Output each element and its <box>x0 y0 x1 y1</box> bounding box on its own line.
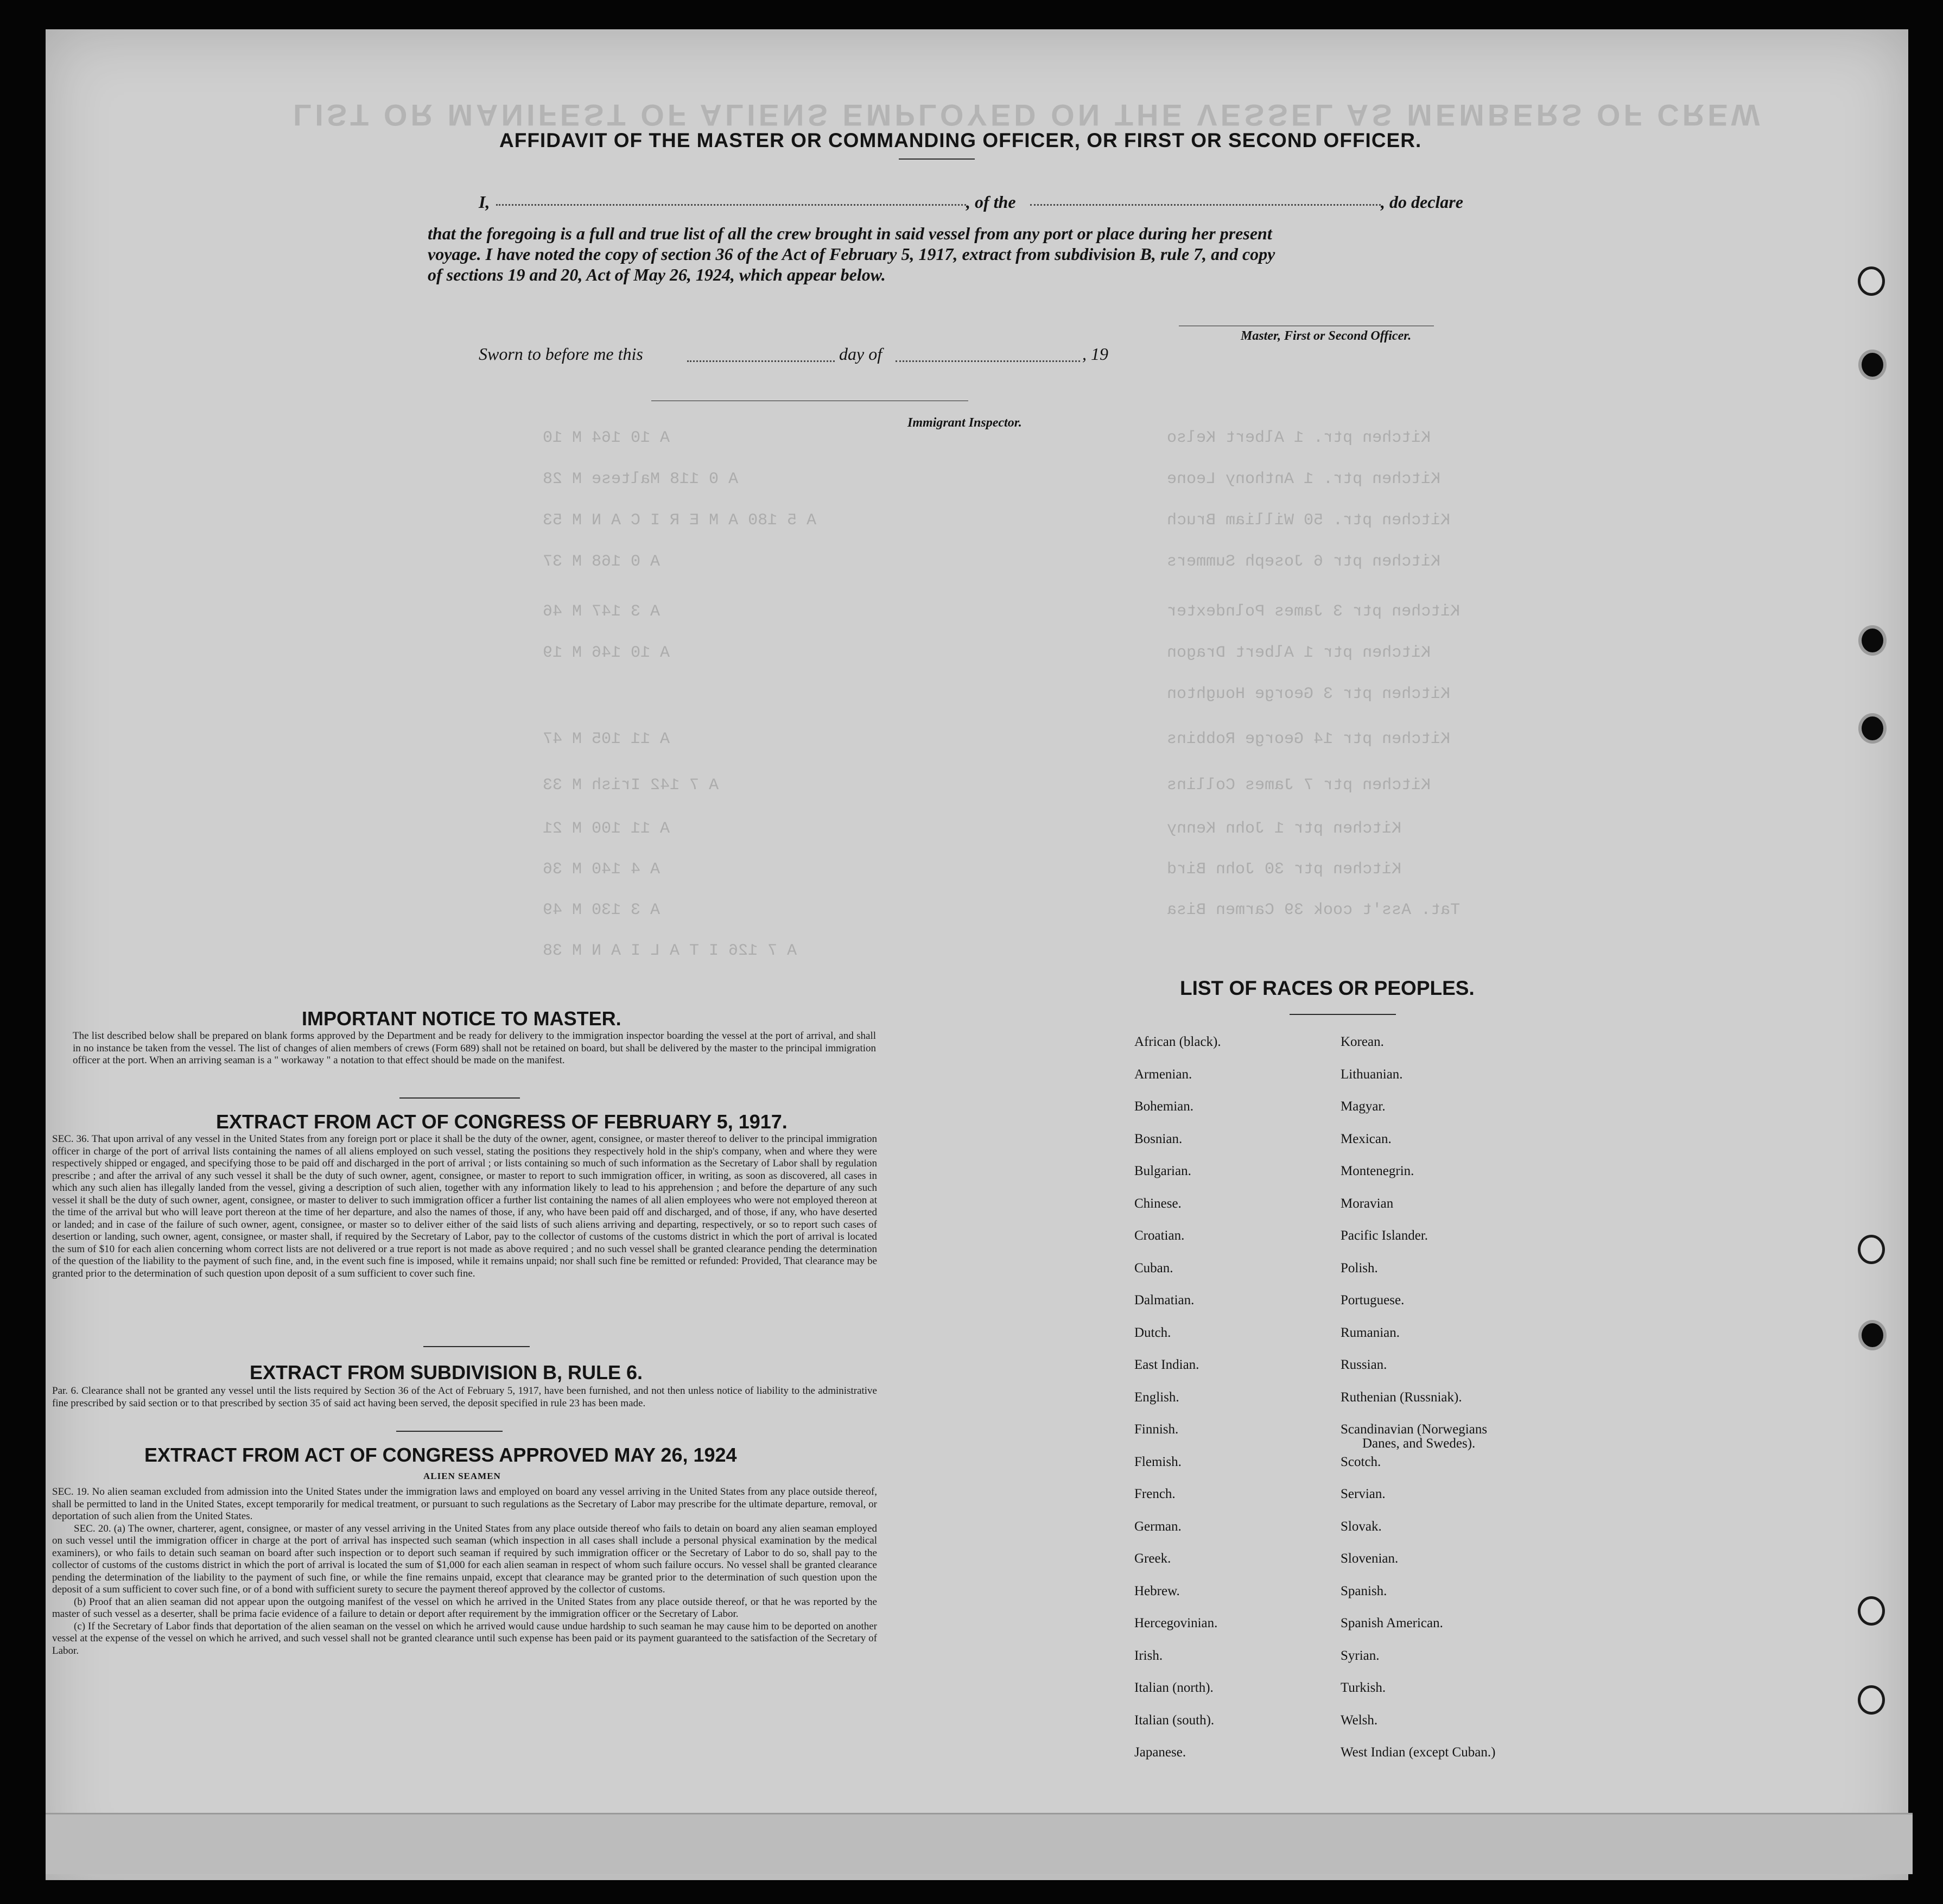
rule-6-body: Par. 6. Clearance shall not be granted any vessel until the lists required by Section 36 of the Act of February 5, 1917, have been furnished, and not then unless notice of liability to the administrative fine prescribed by said section or to that prescribed by section 35 of said act having been served, the deposit specified in rule 23 has been made. <box>52 1385 877 1409</box>
races-title-underline <box>1290 1014 1396 1015</box>
race-item: Mexican. <box>1341 1131 1392 1146</box>
affidavit-text-line: voyage. I have noted the copy of section 36 of the Act of February 5, 1917, extract from subdivision B, rule 7, and copy <box>428 244 1275 264</box>
race-item: Moravian <box>1341 1196 1394 1211</box>
alien-seamen-subtitle: ALIEN SEAMEN <box>423 1471 501 1481</box>
title-underline <box>899 158 975 160</box>
binder-hole <box>1862 1323 1883 1347</box>
notice-body: The list described below shall be prepared on blank forms approved by the Department and be ready for delivery to the immigration inspector boarding the vessel at the port of arrival, and shall in no instance be taken from the vessel. The list of changes of alien members of crews (Form 689) shall not be retained on board, but shall be delivered by the master to the principal immigration officer at the port. When an arriving seaman is a " workaway " a notation to that effect should be made on the manifest. <box>73 1030 876 1066</box>
binder-hole <box>1861 1237 1882 1261</box>
race-item: Dalmatian. <box>1134 1293 1195 1308</box>
binder-hole <box>1861 269 1882 293</box>
races-title: LIST OF RACES OR PEOPLES. <box>1180 977 1475 999</box>
race-item: Bosnian. <box>1134 1131 1183 1146</box>
affidavit-text-line: of sections 19 and 20, Act of May 26, 1924, which appear below. <box>428 265 886 284</box>
binder-hole <box>1862 716 1883 740</box>
race-item: West Indian (except Cuban.) <box>1341 1745 1496 1760</box>
race-item: Welsh. <box>1341 1712 1378 1728</box>
race-item: Scotch. <box>1341 1454 1381 1469</box>
race-item: Magyar. <box>1341 1099 1386 1114</box>
extract-1924-title: EXTRACT FROM ACT OF CONGRESS APPROVED MAY 26, 1924 <box>144 1444 737 1466</box>
race-item: Syrian. <box>1341 1648 1380 1663</box>
extract-1924-body <box>52 1486 877 1657</box>
vessel-name-field[interactable] <box>1030 204 1381 206</box>
notice-title: IMPORTANT NOTICE TO MASTER. <box>302 1007 621 1030</box>
bleed-through-heading: LIST OR MANIFEST OF ALIENS EMPLOYED ON THE VESSEL AS MEMBERS OF CREW <box>293 98 1763 132</box>
section-divider <box>423 1346 530 1347</box>
sworn-day-field[interactable] <box>687 360 835 362</box>
affidavit-declare-label: , do declare <box>1381 192 1463 212</box>
race-item: French. <box>1134 1487 1176 1501</box>
race-item: Dutch. <box>1134 1325 1171 1340</box>
race-item: Greek. <box>1134 1551 1171 1566</box>
race-item: German. <box>1134 1519 1182 1534</box>
race-item: English. <box>1134 1389 1179 1405</box>
race-item: Chinese. <box>1134 1196 1182 1211</box>
affidavit-text-line: that the foregoing is a full and true list of all the crew brought in said vessel from any port or place during her present <box>428 224 1272 243</box>
race-item: Armenian. <box>1134 1067 1192 1082</box>
race-item: Finnish. <box>1134 1422 1179 1437</box>
section-divider <box>396 1431 503 1432</box>
master-signature-label: Master, First or Second Officer. <box>1241 329 1412 343</box>
sec-20b-text: (b) Proof that an alien seaman did not appear upon the outgoing manifest of the vessel on which he arrived in the United States from any place outside thereof, or that he was reported by the master of such vessel as a deserter, shall be prima facie evidence of a failure to detain or deport after requirement by the immigration officer or the Secretary of Labor. <box>52 1596 877 1620</box>
race-item: Cuban. <box>1134 1260 1173 1275</box>
race-item: Lithuanian. <box>1341 1067 1403 1082</box>
affidavit-title: AFFIDAVIT OF THE MASTER OR COMMANDING OFFICER, OR FIRST OR SECOND OFFICER. <box>499 129 1422 151</box>
race-item: Polish. <box>1341 1260 1378 1275</box>
race-item: Rumanian. <box>1341 1325 1400 1340</box>
extract-1917-body: SEC. 36. That upon arrival of any vessel in the United States from any foreign port or place it shall be the duty of the owner, agent, consignee, or master thereof to deliver to the principal immigration officer in charge of the port of arrival lists containing the names of all aliens employed on such vessel, stating the positions they respectively hold in the ship's company, when and where they were respectively shipped or engaged, and specifying those to be paid off and discharged in the port of arrival ; or lists containing so much of such information as the Secretary of Labor shall by regulation prescribe ; and after the arrival of any such vessel it shall be the duty of such owner, agent, consignee, or master to report to such immigration officer, in writing, as soon as discovered, all cases in which any such alien has illegally landed from the vessel, giving a description of such alien, together with any information likely to lead to his apprehension ; and before the departure of any such vessel it shall be the duty of such owner, agent, consignee, or master to deliver to such immigration officer a further list containing the names of all alien employees who were not employed thereon at the time of the arrival but who will leave port thereon at the time of her departure, and also the names of those, if any, who have been paid off and discharged, and of those, if any, who have deserted or landed; and in case of the failure of such owner, agent, consignee, or master so to deliver either of the said lists of such aliens arriving and departing, respectively, or so to report such cases of desertion or landing, such owner, agent, consignee, or master shall, if required by the Secretary of Labor, pay to the collector of customs of the customs district in which the port of arrival is located the sum of $10 for each alien concerning whom correct lists are not delivered or a true report is not made as above required ; and no such vessel shall be granted clearance pending the determination of the question of the liability to the payment of such fine, and, in the event such fine is imposed, while it remains unpaid; nor shall such fine be remitted or refunded: Provided, That clearance may be granted prior to the determination of such question upon deposit of a sum sufficient to cover such fine. <box>52 1133 877 1279</box>
sec-19-text: SEC. 19. No alien seaman excluded from admission into the United States under the immigration laws and employed on board any vessel arriving in the United States from any place outside thereof, shall be permitted to land in the United States, except temporarily for medical treatment, or pursuant to such regulations as the Secretary of Labor may prescribe for the ultimate departure, removal, or deportation of such alien from the United States. <box>52 1486 877 1522</box>
binder-hole <box>1862 353 1883 377</box>
race-item: Irish. <box>1134 1648 1163 1663</box>
race-item: East Indian. <box>1134 1357 1199 1372</box>
race-item: Korean. <box>1341 1034 1384 1049</box>
race-item: Japanese. <box>1134 1745 1186 1760</box>
rule-6-title: EXTRACT FROM SUBDIVISION B, RULE 6. <box>250 1361 643 1383</box>
race-item: Flemish. <box>1134 1454 1182 1469</box>
sworn-month-field[interactable] <box>896 360 1080 362</box>
inspector-signature-label: Immigrant Inspector. <box>907 416 1022 430</box>
race-item: Scandinavian (Norwegians <box>1341 1422 1488 1437</box>
race-item: Croatian. <box>1134 1228 1185 1243</box>
sworn-label: Sworn to before me this <box>479 344 643 364</box>
sec-20c-text: (c) If the Secretary of Labor finds that deportation of the alien seaman on the vessel on which he arrived would cause undue hardship to such seaman he may cause him to be deported on another vessel at the expense of the vessel on which he arrived, and such vessel shall not be granted clearance until such expense has been paid or its payment guaranteed to the satisfaction of the Secretary of Labor. <box>52 1620 877 1657</box>
race-item: Slovenian. <box>1341 1551 1399 1566</box>
race-item: Danes, and Swedes). <box>1362 1436 1476 1451</box>
race-item: Russian. <box>1341 1357 1387 1372</box>
race-item: Bulgarian. <box>1134 1164 1191 1178</box>
race-item: African (black). <box>1134 1034 1221 1049</box>
race-item: Bohemian. <box>1134 1099 1194 1114</box>
day-of-label: day of <box>839 344 882 364</box>
race-item: Montenegrin. <box>1341 1164 1414 1178</box>
binder-hole <box>1861 1688 1882 1712</box>
binder-hole <box>1861 1599 1882 1623</box>
race-item: Portuguese. <box>1341 1293 1405 1308</box>
section-divider <box>399 1097 520 1099</box>
race-item: Ruthenian (Russniak). <box>1341 1389 1462 1405</box>
race-item: Hebrew. <box>1134 1583 1180 1598</box>
race-item: Pacific Islander. <box>1341 1228 1428 1243</box>
binder-hole <box>1862 629 1883 652</box>
race-item: Italian (north). <box>1134 1680 1214 1695</box>
race-item: Hercegovinian. <box>1134 1616 1218 1630</box>
extract-1917-title: EXTRACT FROM ACT OF CONGRESS OF FEBRUARY 5, 1917. <box>216 1110 788 1133</box>
declarant-name-field[interactable] <box>496 204 966 206</box>
race-item: Slovak. <box>1341 1519 1382 1534</box>
race-item: Italian (south). <box>1134 1712 1215 1728</box>
sheet-bottom-edge <box>46 1813 1913 1874</box>
year-label: , 19 <box>1082 344 1108 364</box>
sec-20a-text: SEC. 20. (a) The owner, charterer, agent, consignee, or master of any vessel arriving in the United States from any place outside thereof who fails to detain on board any alien seaman employed on such vessel until the immigration officer in charge at the port of arrival has inspected such seaman (which inspection in all cases shall include a personal physical examination by the medical examiners), or who fails to detain such seaman on board after such inspection or to deport such seaman if required by such immigration officer or the Secretary of Labor to do so, shall pay to the collector of customs of the customs district in which the port of arrival is located the sum of $1,000 for each alien seaman in respect of whom such failure occurs. No vessel shall be granted clearance pending the determination of the liability to the payment of such fine, or while the fine remains unpaid, except that clearance may be granted prior to the determination of such question upon the deposit of a sum sufficient to cover such fine, or of a bond with sufficient surety to secure the payment thereof approved by the collector of customs. <box>52 1522 877 1595</box>
affidavit-of-the-label: , of the <box>966 192 1016 212</box>
race-item: Spanish. <box>1341 1583 1387 1598</box>
race-item: Turkish. <box>1341 1680 1386 1695</box>
race-item: Servian. <box>1341 1487 1386 1501</box>
race-item: Spanish American. <box>1341 1616 1443 1630</box>
affidavit-i-label: I, <box>479 192 490 212</box>
